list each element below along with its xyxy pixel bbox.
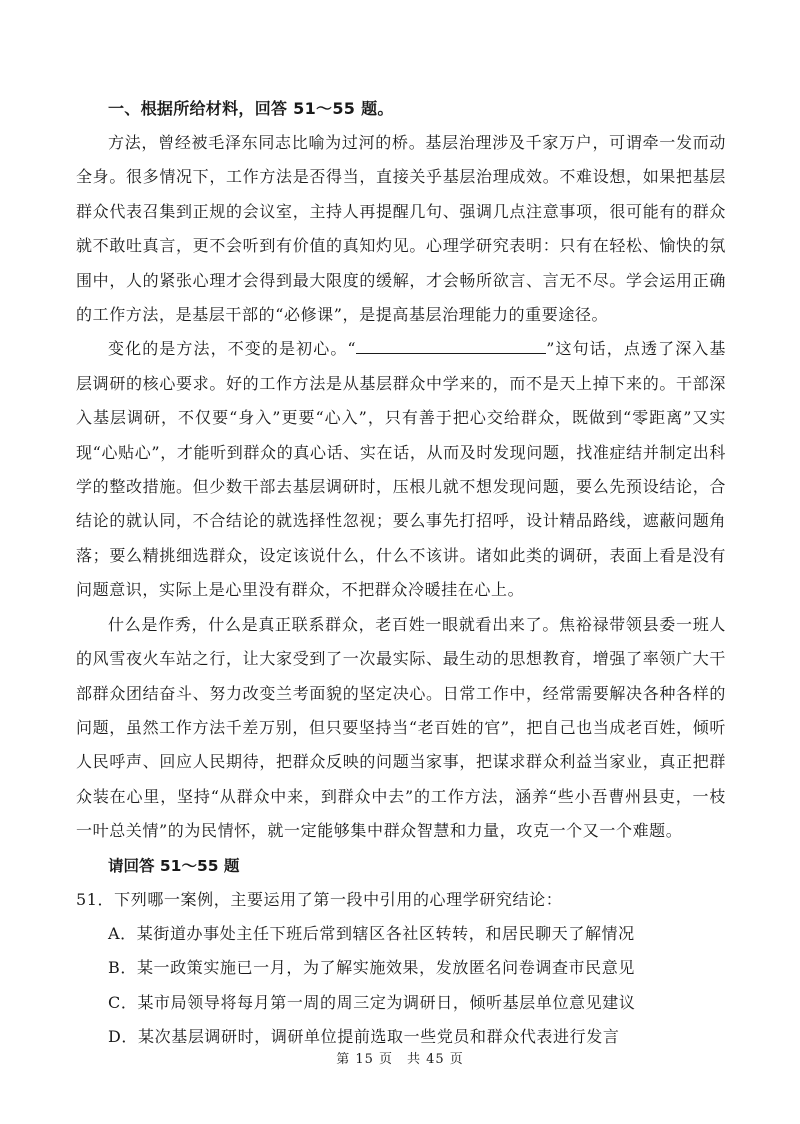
question-51-stem: 51．下列哪一案例，主要运用了第一段中引用的心理学研究结论： bbox=[76, 889, 563, 909]
paragraph-2-body: 好的工作方法是从基层群众中学来的，而不是天上掉下来的。干部深入基层调研，不仅要“身入”更要“心入”，只有善于把心交给群众，既做到“零距离”又实现“心贴心”，才能听到群众的真心话、实在话，从而及时发现问题，找准症结并制定出科学的整改措施。但少数干部去基层调研时，压根儿就不想发现问题，要么先预设结论，合结论的就认同，不合结论的就选择性忽视；要么事先打招呼，设计精品路线，遮蔽问题角落；要么精挑细选群众，设定该说什么，什么不该讲。诸如此类的调研，表面上看是没有问题意识，实际上是心里没有群众，不把群众冷暖挂在心上。 bbox=[76, 373, 726, 600]
section-heading: 一、根据所给材料，回答 51～55 题。 bbox=[108, 99, 394, 118]
question-51-option-c: C．某市局领导将每月第一周的周三定为调研日，倾听基层单位意见建议 bbox=[108, 992, 636, 1012]
paragraph-1: 方法，曾经被毛泽东同志比喻为过河的桥。基层治理涉及千家万户，可谓牵一发而动全身。很多情况下，工作方法是否得当，直接关乎基层治理成效。不难设想，如果把基层群众代表召集到正规的会议室，主持人再提醒几句、强调几点注意事项，很可能有的群众就不敢吐真言，更不会听到有价值的真知灼见。心理学研究表明：只有在轻松、愉快的氛围中，人的紧张心理才会得到最大限度的缓解，才会畅所欲言、言无不尽。学会运用正确的工作方法，是基层干部的“必修课”，是提高基层治理能力的重要途径。 bbox=[76, 133, 726, 325]
page-content bbox=[76, 92, 726, 1055]
fill-in-blank bbox=[356, 339, 546, 354]
paragraph-3: 什么是作秀，什么是真正联系群众，老百姓一眼就看出来了。焦裕禄带领县委一班人的风雪夜火车站之行，让大家受到了一次最实际、最生动的思想教育，增强了率领广大干部群众团结奋斗、努力改变兰考面貌的坚定决心。日常工作中，经常需要解决各种各样的问题，虽然工作方法千差万别，但只要坚持当“老百姓的官”，把自己也当成老百姓，倾听人民呼声、回应人民期待，把群众反映的问题当家事，把谋求群众利益当家业，真正把群众装在心里，坚持“从群众中来，到群众中去”的工作方法，涵养“些小吾曹州县吏，一枝一叶总关情”的为民情怀，就一定能够集中群众智慧和力量，攻克一个又一个难题。 bbox=[76, 614, 726, 841]
page-number-footer: 第 15 页 共 45 页 bbox=[336, 1052, 464, 1067]
paragraph-2-tail: ”这句话，点透了深入基层调研的核心要求。 bbox=[76, 339, 726, 393]
questions-subheading: 请回答 51～55 题 bbox=[108, 856, 240, 875]
question-51-option-a: A．某街道办事处主任下班后常到辖区各社区转转，和居民聊天了解情况 bbox=[108, 923, 635, 943]
question-51-option-d: D．某次基层调研时，调研单位提前选取一些党员和群众代表进行发言 bbox=[108, 1027, 620, 1047]
paragraph-2-lead: 变化的是方法，不变的是初心。“ bbox=[108, 339, 357, 359]
question-51-option-b: B．某一政策实施已一月，为了解实施效果，发放匿名问卷调查市民意见 bbox=[108, 958, 635, 978]
paragraph-2 bbox=[76, 332, 726, 607]
